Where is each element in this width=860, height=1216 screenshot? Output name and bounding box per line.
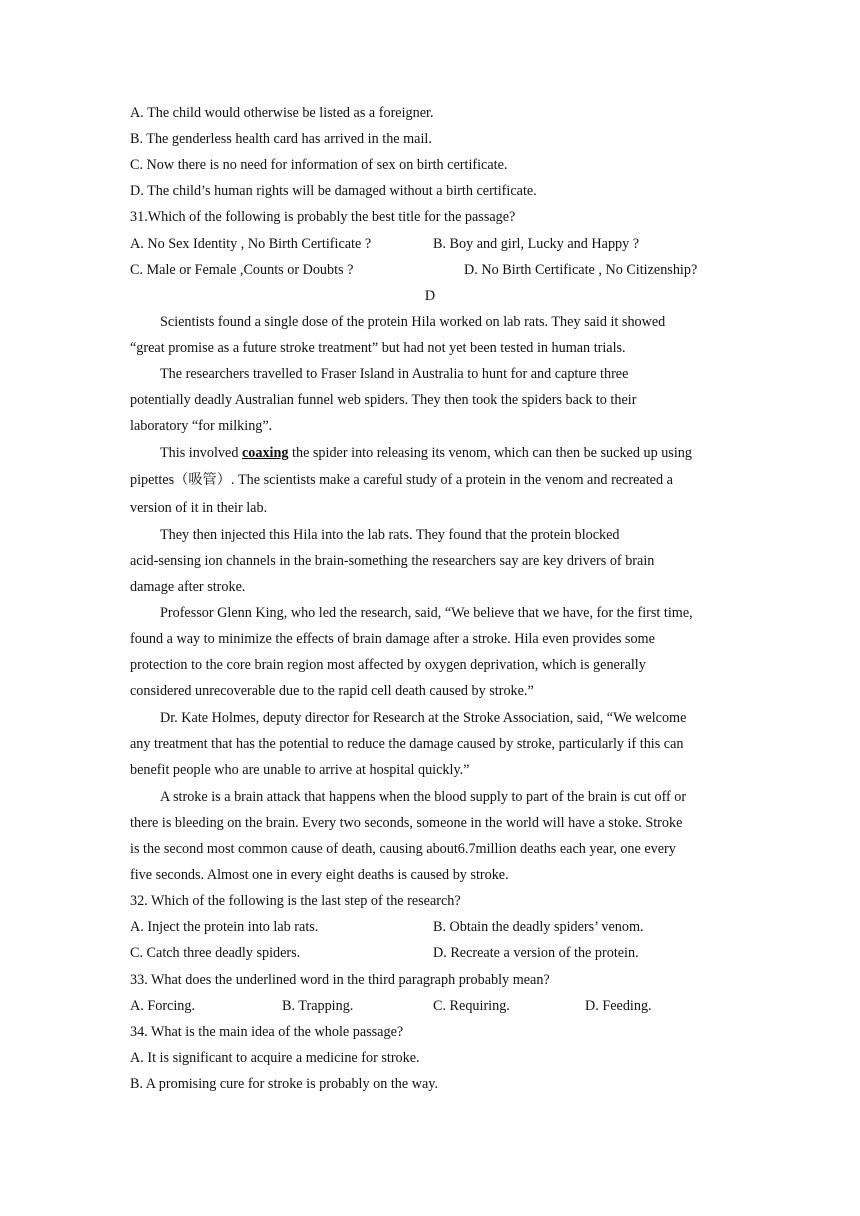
q30-option-c: C. Now there is no need for information of sex on birth certificate. <box>130 157 508 173</box>
passage-line: laboratory “for milking”. <box>130 418 273 434</box>
passage-line: is the second most common cause of death, causing about6.7million deaths each year, one every <box>130 841 676 857</box>
passage-line: Professor Glenn King, who led the research, said, “We believe that we have, for the first time, <box>160 605 693 621</box>
q31-question: 31.Which of the following is probably the best title for the passage? <box>130 209 516 225</box>
passage-line: Scientists found a single dose of the protein Hila worked on lab rats. They said it showed <box>160 314 666 330</box>
passage-line: They then injected this Hila into the lab rats. They found that the protein blocked <box>160 527 620 543</box>
passage-line: protection to the core brain region most affected by oxygen deprivation, which is generally <box>130 657 646 673</box>
q30-option-b: B. The genderless health card has arrived in the mail. <box>130 131 432 147</box>
section-label: D <box>424 288 436 304</box>
passage-line: any treatment that has the potential to reduce the damage caused by stroke, particularly if this can <box>130 736 684 752</box>
q30-option-d: D. The child’s human rights will be damaged without a birth certificate. <box>130 183 537 199</box>
q30-option-a: A. The child would otherwise be listed as a foreigner. <box>130 105 434 121</box>
passage-text: This involved <box>160 445 242 461</box>
passage-line: found a way to minimize the effects of brain damage after a stroke. Hila even provides some <box>130 631 655 647</box>
passage-line: The researchers travelled to Fraser Island in Australia to hunt for and capture three <box>160 366 629 382</box>
passage-line: A stroke is a brain attack that happens when the blood supply to part of the brain is cut off or <box>160 789 687 805</box>
passage-line: five seconds. Almost one in every eight deaths is caused by stroke. <box>130 867 509 883</box>
passage-line: damage after stroke. <box>130 579 246 595</box>
passage-line: “great promise as a future stroke treatment” but had not yet been tested in human trials. <box>130 340 626 356</box>
passage-line: version of it in their lab. <box>130 500 268 516</box>
passage-text: the spider into releasing its venom, which can then be sucked up using <box>288 445 692 461</box>
q34-question: 34. What is the main idea of the whole passage? <box>130 1024 404 1040</box>
q33-option-a: A. Forcing. <box>130 998 196 1014</box>
passage-line: potentially deadly Australian funnel web spiders. They then took the spiders back to their <box>130 392 637 408</box>
passage-line: pipettes（吸管）. The scientists make a careful study of a protein in the venom and recreated a <box>130 472 673 488</box>
q32-option-c: C. Catch three deadly spiders. <box>130 945 301 961</box>
passage-line: considered unrecoverable due to the rapid cell death caused by stroke.” <box>130 683 534 699</box>
passage-line <box>160 444 692 462</box>
q33-option-b: B. Trapping. <box>282 998 354 1014</box>
q34-option-b: B. A promising cure for stroke is probably on the way. <box>130 1076 439 1092</box>
passage-line: benefit people who are unable to arrive at hospital quickly.” <box>130 762 470 778</box>
passage-line: there is bleeding on the brain. Every two seconds, someone in the world will have a stoke. Stroke <box>130 815 683 831</box>
q33-question: 33. What does the underlined word in the third paragraph probably mean? <box>130 972 550 988</box>
q31-option-d: D. No Birth Certificate , No Citizenship? <box>464 262 698 278</box>
q32-option-d: D. Recreate a version of the protein. <box>433 945 639 961</box>
q32-option-b: B. Obtain the deadly spiders’ venom. <box>433 919 644 935</box>
q32-option-a: A. Inject the protein into lab rats. <box>130 919 319 935</box>
q31-option-c: C. Male or Female ,Counts or Doubts ? <box>130 262 354 278</box>
q31-option-a: A. No Sex Identity , No Birth Certificate ? <box>130 236 372 252</box>
q32-question: 32. Which of the following is the last step of the research? <box>130 893 461 909</box>
passage-line: Dr. Kate Holmes, deputy director for Research at the Stroke Association, said, “We welcome <box>160 710 687 726</box>
underlined-word: coaxing <box>241 445 289 461</box>
q33-option-c: C. Requiring. <box>433 998 510 1014</box>
q33-option-d: D. Feeding. <box>585 998 652 1014</box>
q31-option-b: B. Boy and girl, Lucky and Happy ? <box>433 236 640 252</box>
passage-line: acid-sensing ion channels in the brain-something the researchers say are key drivers of brain <box>130 553 655 569</box>
q34-option-a: A. It is significant to acquire a medicine for stroke. <box>130 1050 420 1066</box>
